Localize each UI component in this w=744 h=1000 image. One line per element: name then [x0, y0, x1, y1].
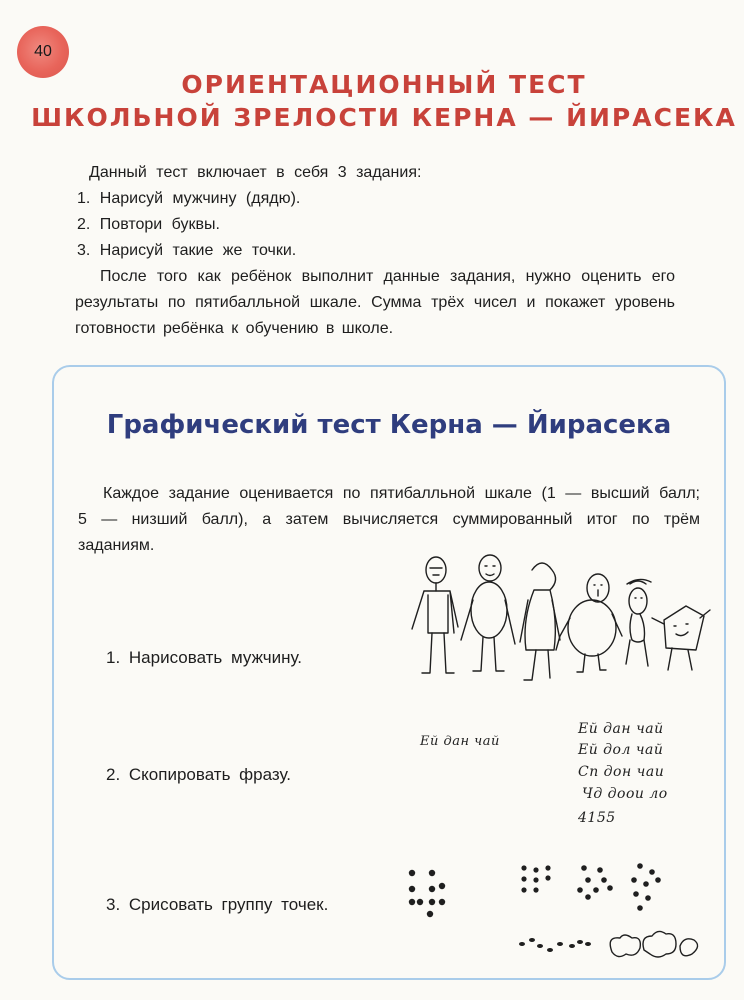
- task-1: 1. Нарисовать мужчину.: [106, 648, 303, 667]
- phrase-sample: Ей дан чай: [420, 734, 500, 749]
- phrase-copy-2: Ей дол чай: [578, 742, 664, 758]
- dots-copy-4: [519, 938, 591, 952]
- box-title: Графический тест Керна — Йирасека: [106, 410, 672, 440]
- intro-item-2: 2. Повтори буквы.: [77, 216, 220, 233]
- man-drawing-2: [461, 555, 515, 671]
- phrase-copy-5: 4155: [578, 810, 616, 826]
- man-drawing-4: [556, 574, 622, 672]
- man-drawing-6: [652, 606, 710, 670]
- page-number: 40: [34, 43, 52, 60]
- man-drawing-3: [520, 563, 560, 680]
- man-drawing-1: [412, 557, 458, 673]
- page-title-line-2: ШКОЛЬНОЙ ЗРЕЛОСТИ КЕРНА — ЙИРАСЕКА: [31, 103, 737, 132]
- phrase-copy-3: Сп дон чаи: [578, 764, 665, 780]
- intro-item-1: 1. Нарисуй мужчину (дядю).: [77, 190, 301, 207]
- intro-item-3: 3. Нарисуй такие же точки.: [77, 242, 297, 259]
- intro-lead: Данный тест включает в себя 3 задания:: [89, 164, 422, 181]
- dots-sample: [409, 870, 445, 917]
- dots-copy-5: [610, 931, 697, 957]
- dots-copy-2: [577, 865, 613, 900]
- task-3: 3. Срисовать группу точек.: [106, 895, 329, 914]
- dots-copy-1: [521, 865, 550, 892]
- man-drawing-5: [626, 579, 651, 666]
- page-title-line-1: ОРИЕНТАЦИОННЫЙ ТЕСТ: [181, 70, 587, 99]
- dots-copy-3: [631, 863, 661, 911]
- box-description: Каждое задание оценивается по пятибалльной шкале (1 — высший балл; 5 — низший балл), а затем вычисляется суммированный итог по трём заданиям.: [78, 485, 700, 554]
- task-2: 2. Скопировать фразу.: [106, 765, 291, 784]
- phrase-copy-4: Чд доои ло: [582, 786, 668, 802]
- phrase-copy-1: Ей дан чай: [578, 721, 664, 737]
- intro-paragraph: После того как ребёнок выполнит данные задания, нужно оценить его результаты по пятибалльной шкале. Сумма трёх чисел и покажет уровень готовности ребёнка к обучению в школе.: [75, 268, 675, 337]
